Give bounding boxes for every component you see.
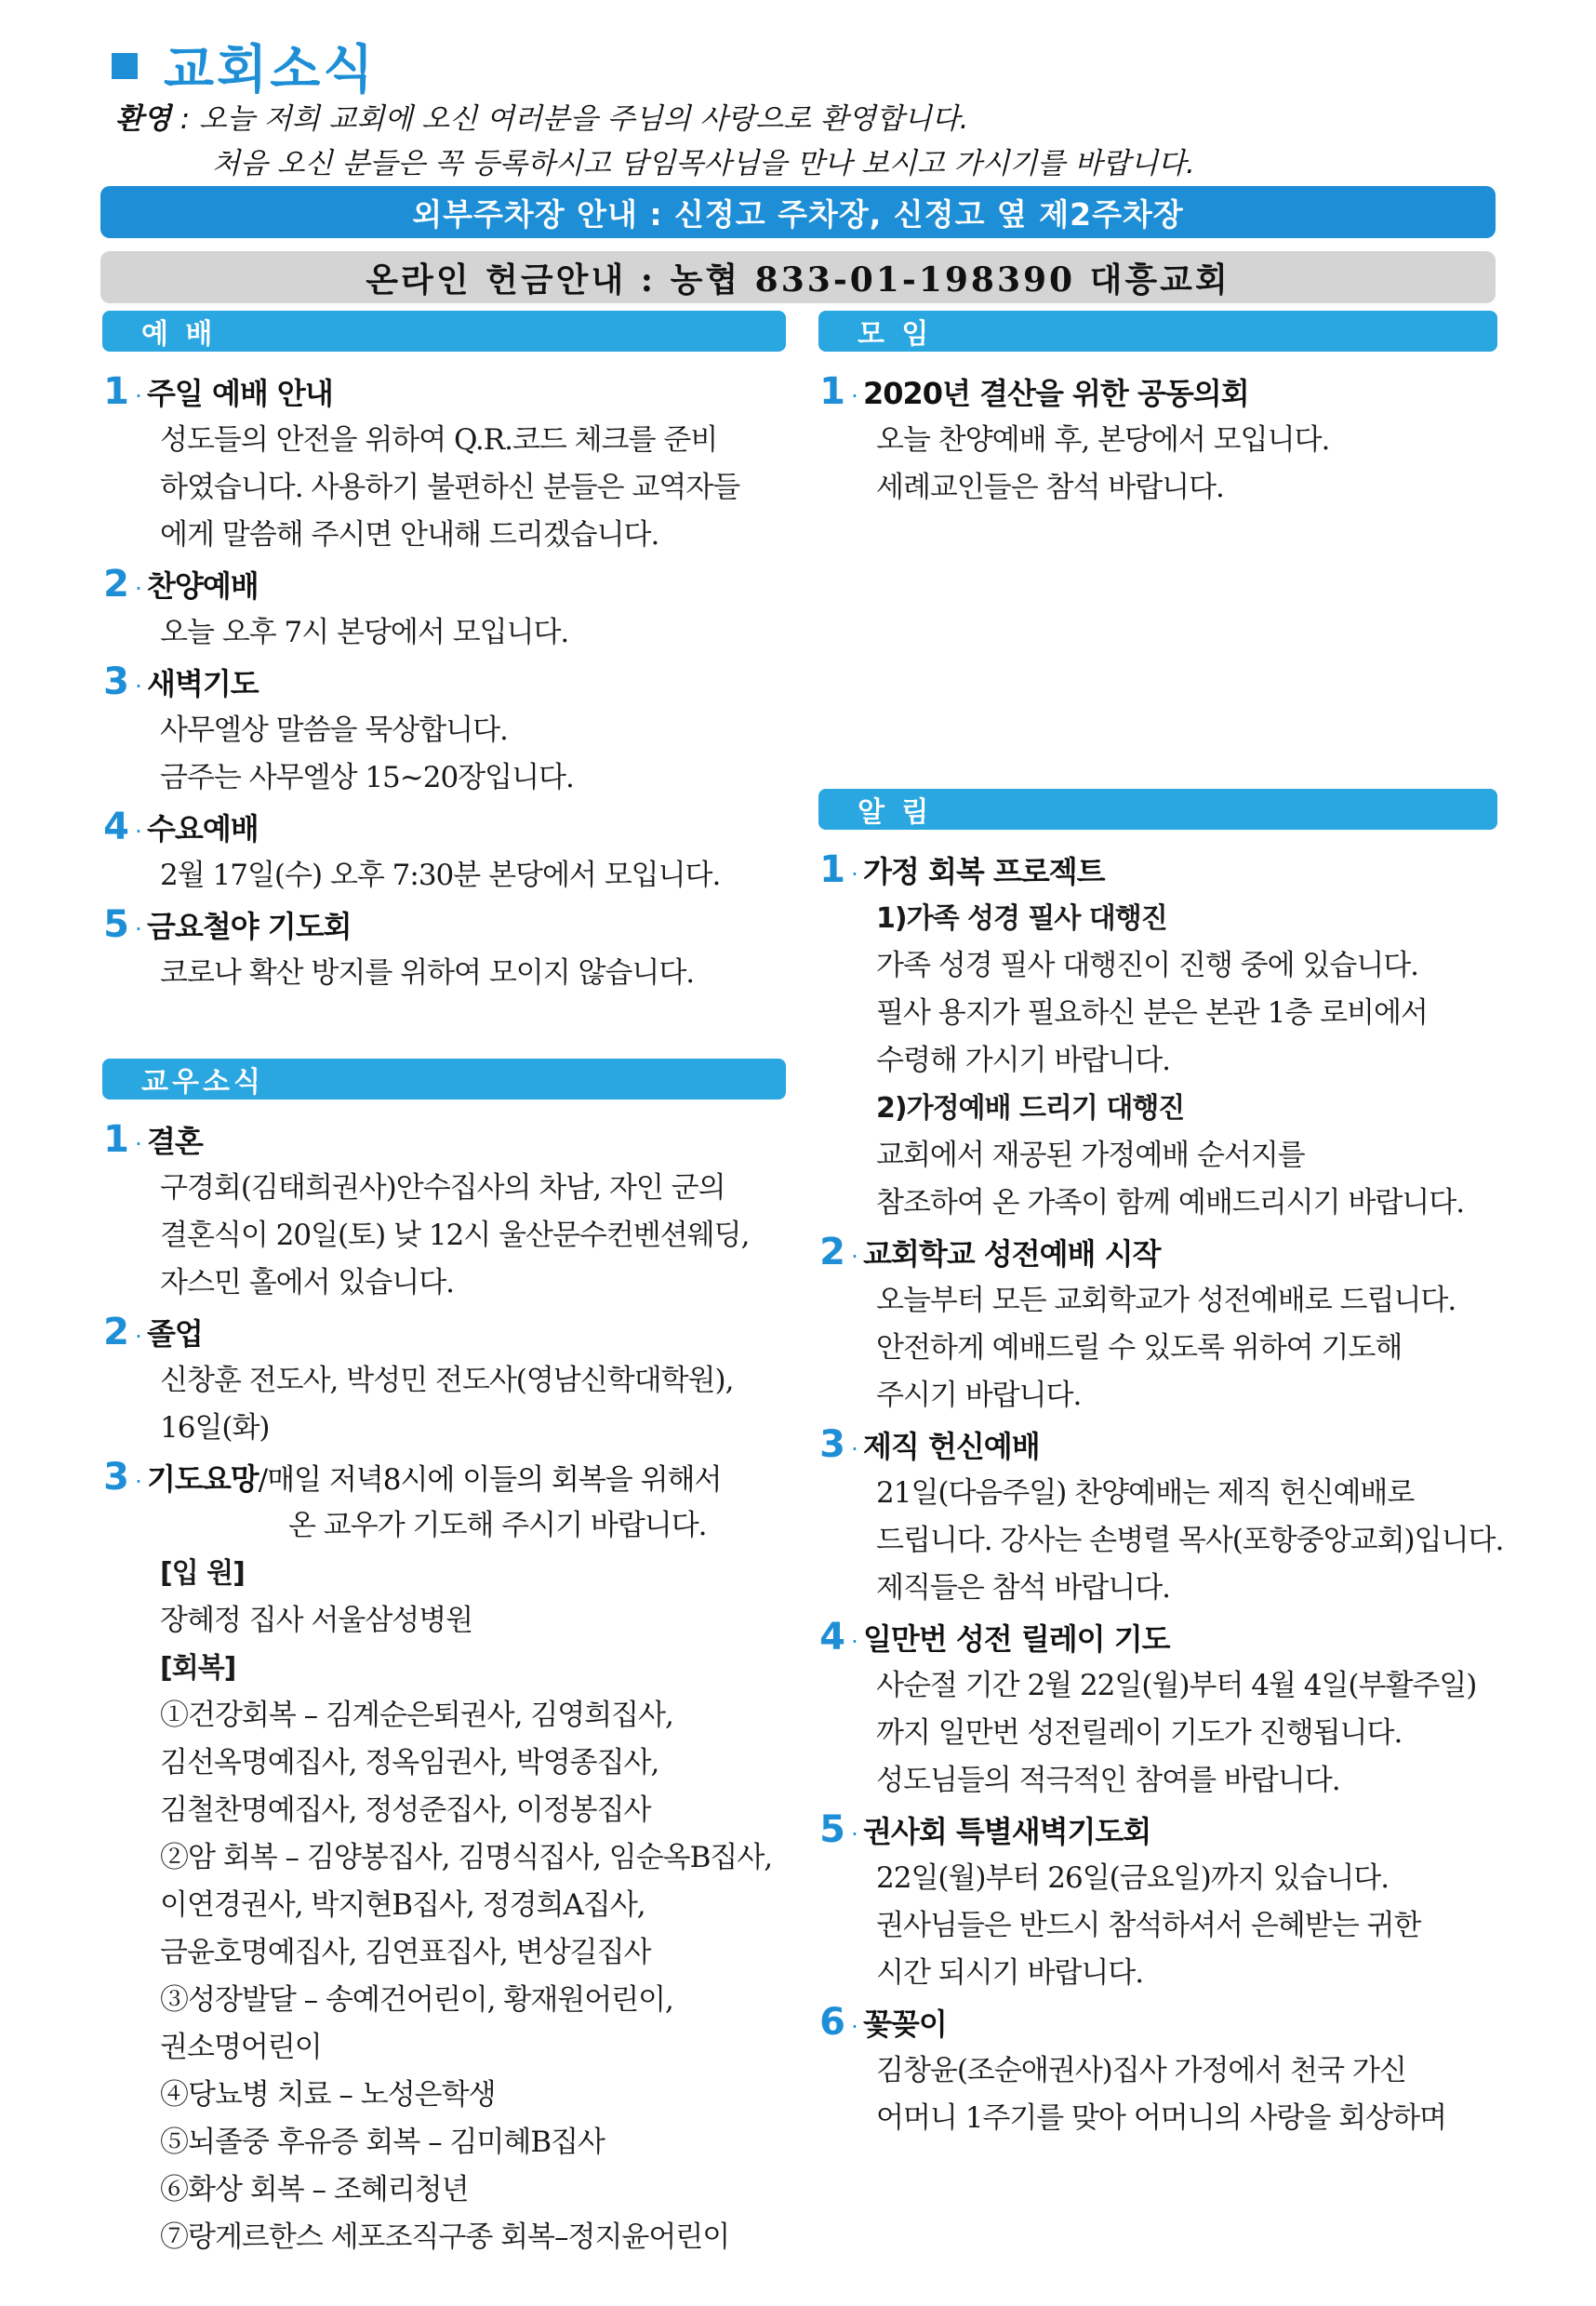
sub-heading: 2)가정예배 드리기 대행진: [876, 1092, 1185, 1125]
left-column: [102, 311, 786, 2261]
body-line: 수령해 가시기 바랍니다.: [876, 1044, 1171, 1077]
body-line: 가족 성경 필사 대행진이 진행 중에 있습니다.: [876, 949, 1419, 982]
body-line: ⑥화상 회복 – 조혜리청년: [160, 2173, 469, 2206]
item-dot-icon: ·: [851, 1629, 858, 1655]
item-number: 4: [819, 1616, 845, 1659]
item-number: 5: [103, 903, 129, 946]
list-item: [102, 903, 786, 997]
item-number: 4: [103, 806, 129, 848]
list-item: [102, 370, 786, 559]
body-line: 제직들은 참석 바랍니다.: [876, 1571, 1171, 1605]
body-line: 참조하여 온 가족이 함께 예배드리시기 바랍니다.: [876, 1186, 1465, 1220]
worship-list: [102, 370, 786, 997]
item-title-label: 제직 헌신예배: [863, 1429, 1040, 1464]
welcome-message: [115, 97, 1529, 186]
list-item: [818, 1808, 1497, 1997]
body-line: ⑤뇌졸중 후유증 회복 – 김미혜B집사: [160, 2126, 605, 2159]
item-title-text: [147, 660, 259, 703]
body-line: 금윤호명예집사, 김연표집사, 변상길집사: [160, 1936, 651, 1969]
item-title: [102, 903, 786, 950]
body-line: ③성장발달 – 송예건어린이, 황재원어린이,: [160, 1983, 673, 2017]
item-title-label: 2020년 결산을 위한 공동의회: [863, 376, 1249, 411]
item-title-label: 꽃꽂이: [863, 2006, 947, 2042]
list-item: [102, 1311, 786, 1452]
sub-heading: 1)가족 성경 필사 대행진: [876, 902, 1167, 935]
item-dot-icon: ·: [851, 1436, 858, 1462]
item-title: [818, 1808, 1497, 1855]
welcome-label: 환영: [115, 102, 171, 136]
body-line: 2월 17일(수) 오후 7:30분 본당에서 모입니다.: [160, 859, 721, 892]
body-line: 자스민 홀에서 있습니다.: [160, 1266, 455, 1300]
item-dot-icon: ·: [135, 383, 142, 409]
list-item: [102, 1118, 786, 1307]
item-title-text: [147, 1118, 203, 1161]
item-title: [818, 848, 1497, 895]
item-title-label: 기도요망: [147, 1461, 259, 1497]
body-line: 세례교인들은 참석 바랍니다.: [876, 471, 1224, 504]
item-title-label: 새벽기도: [147, 666, 259, 701]
item-title: [818, 1616, 1497, 1662]
body-line: 사순절 기간 2월 22일(월)부터 4월 4일(부활주일): [876, 1669, 1477, 1702]
list-item: [102, 806, 786, 900]
item-title-label: 찬양예배: [147, 568, 259, 604]
item-title-text: [863, 370, 1249, 413]
notice-list: [818, 848, 1504, 2142]
list-item: [102, 660, 786, 802]
item-number: 1: [103, 370, 129, 413]
item-title-text: [863, 1423, 1040, 1466]
body-line: 권사님들은 반드시 참석하셔서 은혜받는 귀한: [876, 1909, 1421, 1942]
list-item: [102, 1456, 786, 2261]
body-line: 21일(다음주일) 찬양예배는 제직 헌신예배로: [876, 1476, 1415, 1510]
item-title-text: [147, 1456, 721, 1499]
meeting-list: [818, 370, 1497, 512]
item-title-text: [863, 1231, 1160, 1273]
sub-heading: [회복]: [160, 1652, 236, 1685]
body-line: 교회에서 재공된 가정예배 순서지를: [876, 1139, 1305, 1172]
body-line: 권소명어린이: [160, 2031, 322, 2064]
body-line: 까지 일만번 성전릴레이 기도가 진행됩니다.: [876, 1716, 1403, 1750]
item-title-label: 수요예배: [147, 811, 259, 846]
list-item: [818, 2001, 1497, 2142]
body-line: 에게 말씀해 주시면 안내해 드리겠습니다.: [160, 518, 659, 552]
body-line: 구경회(김태희권사)안수집사의 차남, 자인 군의: [160, 1171, 725, 1205]
item-dot-icon: ·: [851, 861, 858, 887]
body-line: 이연경권사, 박지현B집사, 정경희A집사,: [160, 1888, 645, 1922]
welcome-line-1: : 오늘 저희 교회에 오신 여러분을 주님의 사랑으로 환영합니다.: [170, 102, 969, 136]
item-title: [102, 660, 786, 707]
item-title-text: [147, 370, 333, 413]
body-line: 결혼식이 20일(토) 낮 12시 울산문수컨벤션웨딩,: [160, 1219, 750, 1252]
item-title: [102, 1456, 786, 1502]
body-line: 코로나 확산 방지를 위하여 모이지 않습니다.: [160, 956, 695, 990]
page-title: 교회소식: [164, 40, 377, 100]
item-dot-icon: ·: [135, 1324, 142, 1350]
item-title-text: [863, 2001, 947, 2044]
body-line: 주시기 바랍니다.: [876, 1379, 1082, 1412]
body-line: ④당뇨병 치료 – 노성은학생: [160, 2078, 496, 2112]
item-number: 1: [103, 1118, 129, 1161]
item-title-label: 일만번 성전 릴레이 기도: [863, 1621, 1170, 1657]
body-line: 신창훈 전도사, 박성민 전도사(영남신학대학원),: [160, 1364, 734, 1397]
body-line: 오늘부터 모든 교회학교가 성전예배로 드립니다.: [876, 1284, 1456, 1317]
section-heading-notice: 알 림: [818, 789, 1497, 830]
body-line: 어머니 1주기를 맞아 어머니의 사랑을 회상하며: [876, 2101, 1446, 2135]
item-title: [102, 1118, 786, 1165]
item-dot-icon: ·: [851, 1821, 858, 1847]
item-title-label: 결혼: [147, 1124, 203, 1159]
item-title-text: [147, 563, 259, 606]
body-line: 금주는 사무엘상 15~20장입니다.: [160, 761, 574, 794]
item-number: 1: [819, 370, 845, 413]
body-line: 드립니다. 강사는 손병렬 목사(포항중앙교회)입니다.: [876, 1524, 1504, 1557]
item-title: [102, 370, 786, 417]
item-title-label: 졸업: [147, 1316, 203, 1352]
square-bullet-icon: [112, 53, 138, 79]
right-column: [818, 311, 1504, 2142]
item-dot-icon: ·: [135, 673, 142, 700]
body-line: 필사 용지가 필요하신 분은 본관 1층 로비에서: [876, 996, 1428, 1030]
item-dot-icon: ·: [135, 916, 142, 942]
list-item: [818, 1616, 1497, 1805]
members-list: [102, 1118, 786, 2261]
item-title-text: [863, 848, 1105, 891]
list-item: [818, 1423, 1504, 1612]
item-number: 2: [103, 1311, 129, 1353]
item-title: [818, 1423, 1497, 1470]
body-line: 시간 되시기 바랍니다.: [876, 1956, 1144, 1990]
body-line: 22일(월)부터 26일(금요일)까지 있습니다.: [876, 1861, 1390, 1895]
item-number: 1: [819, 848, 845, 891]
body-line: 김선옥명예집사, 정옥임권사, 박영종집사,: [160, 1746, 659, 1779]
list-item: [818, 370, 1497, 512]
item-dot-icon: ·: [851, 1244, 858, 1270]
body-line: 온 교우가 기도해 주시기 바랍니다.: [288, 1509, 707, 1542]
page-title-block: [112, 37, 377, 100]
item-number: 3: [103, 660, 129, 703]
item-dot-icon: ·: [851, 2014, 858, 2040]
item-title-text: [147, 806, 259, 848]
item-title-text: [863, 1616, 1170, 1659]
body-line: 장혜정 집사 서울삼성병원: [160, 1604, 473, 1637]
item-title: [102, 1311, 786, 1357]
item-title: [818, 370, 1497, 417]
body-line: 김창윤(조순애권사)집사 가정에서 천국 가신: [876, 2054, 1406, 2087]
section-heading-members: 교우소식: [102, 1059, 786, 1100]
item-title-text: [863, 1808, 1150, 1851]
section-heading-worship: 예 배: [102, 311, 786, 352]
item-number: 6: [819, 2001, 845, 2044]
item-dot-icon: ·: [135, 1131, 142, 1157]
item-title-label: 교회학교 성전예배 시작: [863, 1236, 1161, 1272]
item-dot-icon: ·: [851, 383, 858, 409]
item-number: 2: [819, 1231, 845, 1273]
item-title-label: 권사회 특별새벽기도회: [863, 1814, 1151, 1849]
item-title-label: 가정 회복 프로젝트: [863, 854, 1105, 889]
body-line: 오늘 오후 7시 본당에서 모입니다.: [160, 616, 569, 649]
body-line: 하였습니다. 사용하기 불편하신 분들은 교역자들: [160, 471, 740, 504]
item-title-label: 금요철야 기도회: [147, 909, 352, 944]
item-title-rest: /매일 저녁8시에 이들의 회복을 위해서: [258, 1463, 722, 1497]
body-line: 성도들의 안전을 위하여 Q.R.코드 체크를 준비: [160, 423, 718, 457]
item-title: [818, 2001, 1497, 2047]
item-title: [818, 1231, 1497, 1277]
body-line: 성도님들의 적극적인 참여를 바랍니다.: [876, 1764, 1340, 1797]
welcome-line-2: 처음 오신 분들은 꼭 등록하시고 담임목사님을 만나 보시고 가시기를 바랍니다.: [212, 147, 1195, 180]
item-title-text: [147, 903, 352, 946]
body-line: 사무엘상 말씀을 묵상합니다.: [160, 713, 508, 747]
item-title-label: 주일 예배 안내: [147, 376, 333, 411]
item-dot-icon: ·: [135, 1469, 142, 1495]
body-line: ②암 회복 – 김양봉집사, 김명식집사, 임순옥B집사,: [160, 1841, 773, 1874]
item-title-text: [147, 1311, 203, 1353]
item-dot-icon: ·: [135, 576, 142, 602]
body-line: ⑦랑게르한스 세포조직구종 회복–정지윤어린이: [160, 2220, 730, 2254]
list-item: [818, 848, 1497, 1227]
offering-banner: 온라인 헌금안내 : 농협 833-01-198390 대흥교회: [100, 251, 1496, 303]
body-line: 김철찬명예집사, 정성준집사, 이정봉집사: [160, 1793, 651, 1827]
item-title: [102, 563, 786, 609]
list-item: [102, 563, 786, 657]
body-line: ①건강회복 – 김계순은퇴권사, 김영희집사,: [160, 1699, 673, 1732]
item-number: 2: [103, 563, 129, 606]
body-line: 안전하게 예배드릴 수 있도록 위하여 기도해: [876, 1331, 1403, 1365]
body-line: 16일(화): [160, 1411, 270, 1445]
list-item: [818, 1231, 1497, 1420]
body-line: 오늘 찬양예배 후, 본당에서 모입니다.: [876, 423, 1330, 457]
section-heading-meeting: 모 임: [818, 311, 1497, 352]
item-title: [102, 806, 786, 852]
item-dot-icon: ·: [135, 819, 142, 845]
item-number: 3: [103, 1456, 129, 1499]
item-number: 3: [819, 1423, 845, 1466]
sub-heading: [입 원]: [160, 1557, 245, 1590]
parking-banner: 외부주차장 안내 : 신정고 주차장, 신정고 옆 제2주차장: [100, 186, 1496, 238]
item-number: 5: [819, 1808, 845, 1851]
